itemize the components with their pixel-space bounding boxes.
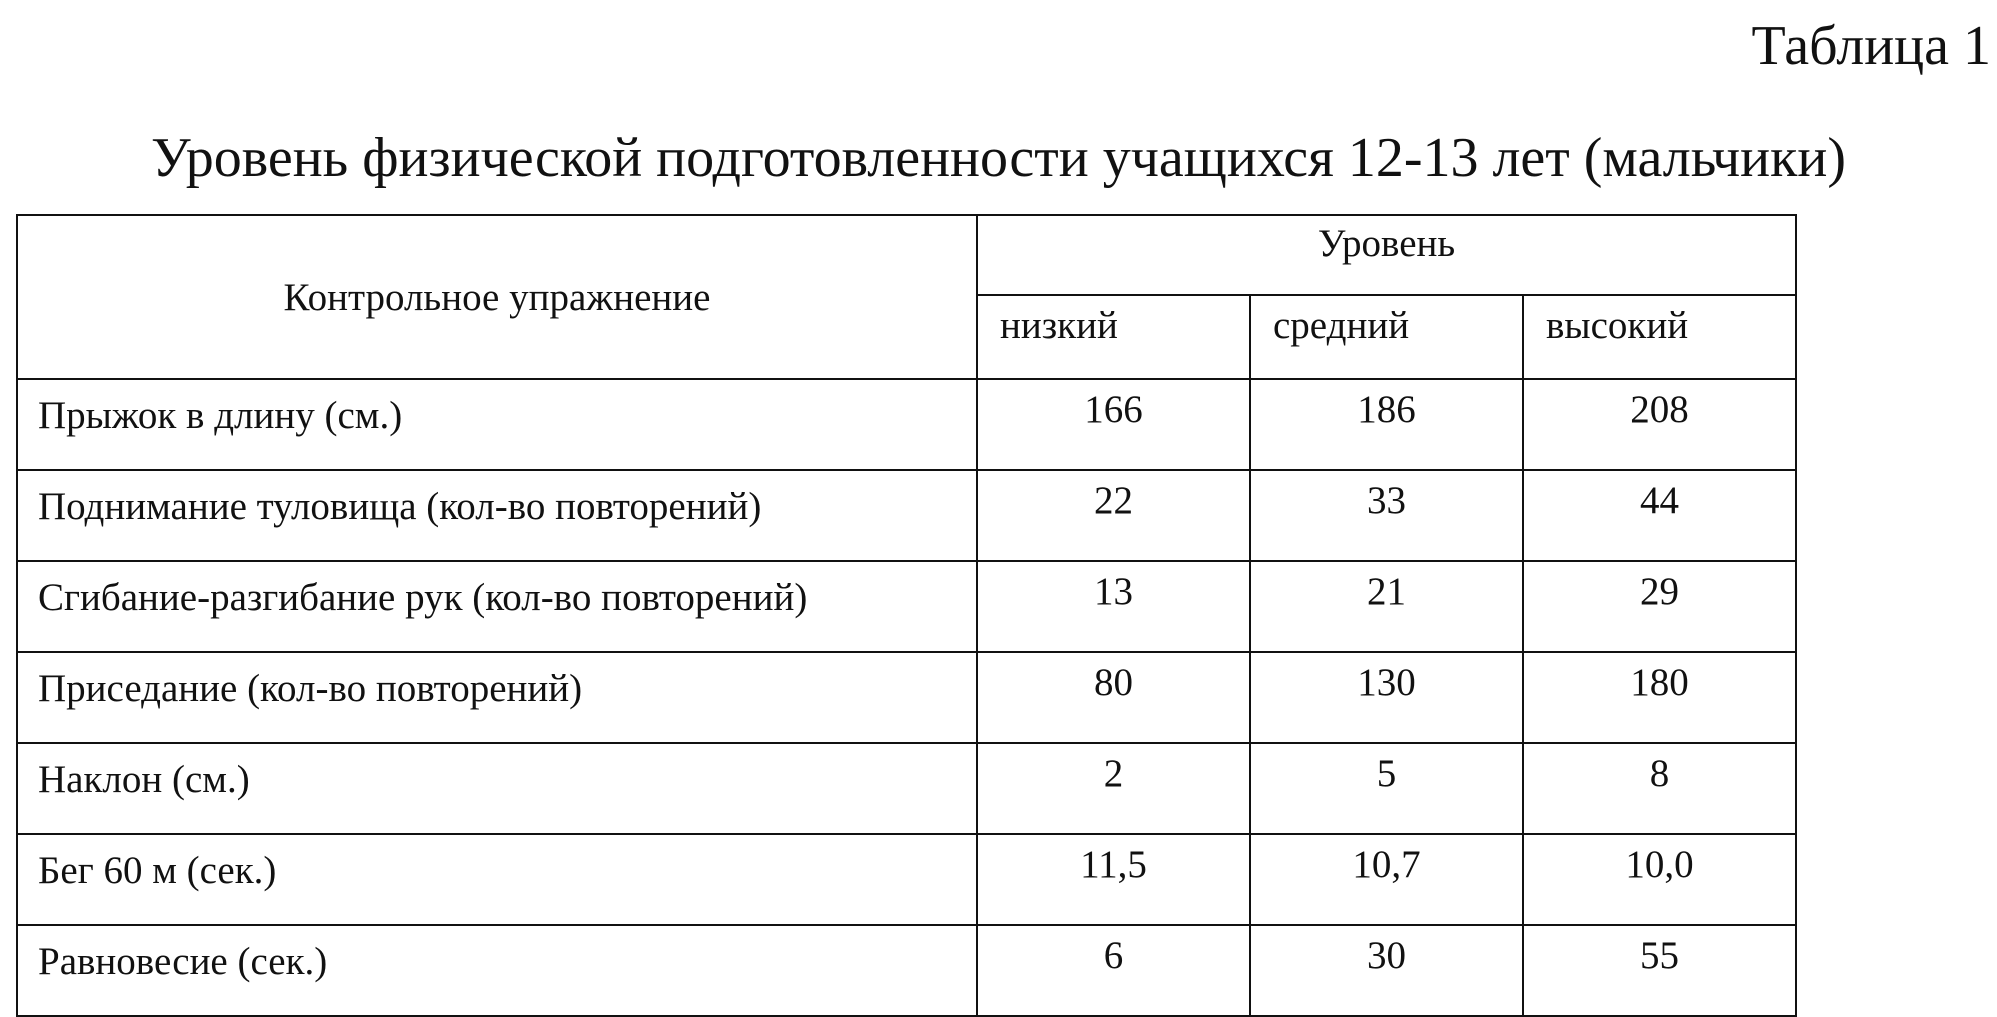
value-medium: 186 bbox=[1250, 379, 1523, 470]
table-row bbox=[17, 925, 1796, 1016]
value-low: 13 bbox=[977, 561, 1250, 652]
value-medium: 33 bbox=[1250, 470, 1523, 561]
value-high: 8 bbox=[1523, 743, 1796, 834]
exercise-name: Приседание (кол-во повторений) bbox=[17, 652, 977, 743]
exercise-name: Прыжок в длину (см.) bbox=[17, 379, 977, 470]
value-medium: 30 bbox=[1250, 925, 1523, 1016]
value-high: 208 bbox=[1523, 379, 1796, 470]
value-medium: 5 bbox=[1250, 743, 1523, 834]
value-high: 180 bbox=[1523, 652, 1796, 743]
value-low: 2 bbox=[977, 743, 1250, 834]
fitness-level-table bbox=[16, 214, 1797, 1017]
value-high: 29 bbox=[1523, 561, 1796, 652]
exercise-name: Сгибание-разгибание рук (кол-во повторений) bbox=[17, 561, 977, 652]
level-header-medium: средний bbox=[1250, 295, 1523, 379]
value-low: 6 bbox=[977, 925, 1250, 1016]
value-medium: 130 bbox=[1250, 652, 1523, 743]
value-low: 166 bbox=[977, 379, 1250, 470]
value-low: 80 bbox=[977, 652, 1250, 743]
value-low: 22 bbox=[977, 470, 1250, 561]
table-row bbox=[17, 470, 1796, 561]
header-row-top bbox=[17, 215, 1796, 295]
value-high: 55 bbox=[1523, 925, 1796, 1016]
level-group-header: Уровень bbox=[977, 215, 1796, 295]
value-high: 10,0 bbox=[1523, 834, 1796, 925]
value-high: 44 bbox=[1523, 470, 1796, 561]
value-low: 11,5 bbox=[977, 834, 1250, 925]
table-row bbox=[17, 379, 1796, 470]
exercise-name: Бег 60 м (сек.) bbox=[17, 834, 977, 925]
table-number: Таблица 1 bbox=[1751, 15, 1991, 77]
exercise-name: Поднимание туловища (кол-во повторений) bbox=[17, 470, 977, 561]
table-row bbox=[17, 561, 1796, 652]
table-title: Уровень физической подготовленности учащихся 12-13 лет (мальчики) bbox=[151, 127, 1846, 189]
exercise-name: Равновесие (сек.) bbox=[17, 925, 977, 1016]
level-header-high: высокий bbox=[1523, 295, 1796, 379]
table-row bbox=[17, 834, 1796, 925]
value-medium: 21 bbox=[1250, 561, 1523, 652]
table-row bbox=[17, 743, 1796, 834]
value-medium: 10,7 bbox=[1250, 834, 1523, 925]
exercise-column-header: Контрольное упражнение bbox=[17, 215, 977, 379]
table-row bbox=[17, 652, 1796, 743]
level-header-low: низкий bbox=[977, 295, 1250, 379]
exercise-name: Наклон (см.) bbox=[17, 743, 977, 834]
